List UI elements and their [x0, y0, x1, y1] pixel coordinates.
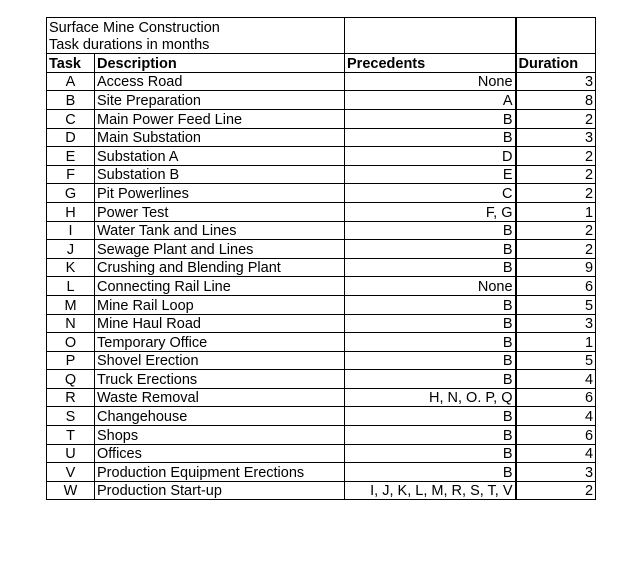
- duration-cell: 1: [516, 202, 596, 221]
- duration-cell: 2: [516, 184, 596, 203]
- description-cell: Changehouse: [95, 407, 345, 426]
- table-row: [47, 184, 596, 203]
- precedents-cell: E: [345, 165, 516, 184]
- description-cell: Production Start-up: [95, 481, 345, 500]
- task-id-cell: I: [47, 221, 95, 240]
- task-id-cell: V: [47, 463, 95, 482]
- description-cell: Main Substation: [95, 128, 345, 147]
- subtitle-row: [47, 36, 596, 54]
- task-id-cell: M: [47, 295, 95, 314]
- precedents-cell: F, G: [345, 202, 516, 221]
- task-id-cell: U: [47, 444, 95, 463]
- precedents-cell: B: [345, 240, 516, 259]
- description-cell: Connecting Rail Line: [95, 277, 345, 296]
- table-row: [47, 91, 596, 110]
- precedents-cell: B: [345, 221, 516, 240]
- task-id-cell: L: [47, 277, 95, 296]
- description-cell: Water Tank and Lines: [95, 221, 345, 240]
- description-cell: Mine Haul Road: [95, 314, 345, 333]
- task-id-cell: Q: [47, 370, 95, 389]
- description-cell: Access Road: [95, 72, 345, 91]
- empty-cell: [516, 36, 596, 54]
- description-cell: Waste Removal: [95, 388, 345, 407]
- duration-cell: 2: [516, 221, 596, 240]
- duration-cell: 6: [516, 426, 596, 445]
- description-cell: Pit Powerlines: [95, 184, 345, 203]
- description-cell: Shops: [95, 426, 345, 445]
- precedents-cell: B: [345, 314, 516, 333]
- table-row: [47, 295, 596, 314]
- description-cell: Shovel Erection: [95, 351, 345, 370]
- precedents-cell: None: [345, 72, 516, 91]
- task-id-cell: K: [47, 258, 95, 277]
- table-row: [47, 109, 596, 128]
- duration-cell: 8: [516, 91, 596, 110]
- empty-cell: [345, 18, 516, 36]
- precedents-cell: D: [345, 147, 516, 166]
- precedents-cell: B: [345, 351, 516, 370]
- duration-cell: 2: [516, 481, 596, 500]
- header-task: Task: [47, 54, 95, 73]
- task-id-cell: P: [47, 351, 95, 370]
- duration-cell: 4: [516, 407, 596, 426]
- duration-cell: 2: [516, 147, 596, 166]
- task-id-cell: H: [47, 202, 95, 221]
- duration-cell: 2: [516, 240, 596, 259]
- table-row: [47, 277, 596, 296]
- sheet-title: Surface Mine Construction: [47, 18, 345, 36]
- duration-cell: 3: [516, 314, 596, 333]
- table-row: [47, 147, 596, 166]
- description-cell: Power Test: [95, 202, 345, 221]
- precedents-cell: B: [345, 258, 516, 277]
- table-row: [47, 370, 596, 389]
- duration-cell: 9: [516, 258, 596, 277]
- description-cell: Temporary Office: [95, 333, 345, 352]
- precedents-cell: B: [345, 444, 516, 463]
- description-cell: Mine Rail Loop: [95, 295, 345, 314]
- table-row: [47, 351, 596, 370]
- table-row: [47, 444, 596, 463]
- sheet-subtitle: Task durations in months: [47, 36, 345, 54]
- precedents-cell: A: [345, 91, 516, 110]
- precedents-cell: B: [345, 128, 516, 147]
- precedents-cell: B: [345, 370, 516, 389]
- duration-cell: 5: [516, 351, 596, 370]
- duration-cell: 6: [516, 277, 596, 296]
- task-id-cell: C: [47, 109, 95, 128]
- task-id-cell: W: [47, 481, 95, 500]
- description-cell: Site Preparation: [95, 91, 345, 110]
- description-cell: Crushing and Blending Plant: [95, 258, 345, 277]
- task-id-cell: F: [47, 165, 95, 184]
- description-cell: Truck Erections: [95, 370, 345, 389]
- table-row: [47, 221, 596, 240]
- table-row: [47, 240, 596, 259]
- precedents-cell: B: [345, 333, 516, 352]
- table-row: [47, 202, 596, 221]
- task-id-cell: S: [47, 407, 95, 426]
- description-cell: Sewage Plant and Lines: [95, 240, 345, 259]
- task-id-cell: A: [47, 72, 95, 91]
- precedents-cell: B: [345, 109, 516, 128]
- header-row: [47, 54, 596, 73]
- duration-cell: 4: [516, 444, 596, 463]
- table-row: [47, 258, 596, 277]
- task-id-cell: T: [47, 426, 95, 445]
- table-row: [47, 72, 596, 91]
- precedents-cell: I, J, K, L, M, R, S, T, V: [345, 481, 516, 500]
- header-description: Description: [95, 54, 345, 73]
- precedents-cell: B: [345, 426, 516, 445]
- table-row: [47, 333, 596, 352]
- table-row: [47, 165, 596, 184]
- table-row: [47, 463, 596, 482]
- empty-cell: [516, 18, 596, 36]
- precedents-cell: C: [345, 184, 516, 203]
- task-id-cell: J: [47, 240, 95, 259]
- duration-cell: 3: [516, 128, 596, 147]
- task-id-cell: E: [47, 147, 95, 166]
- precedents-cell: None: [345, 277, 516, 296]
- task-table: [46, 17, 596, 500]
- duration-cell: 3: [516, 72, 596, 91]
- duration-cell: 2: [516, 109, 596, 128]
- empty-cell: [345, 36, 516, 54]
- title-row: [47, 18, 596, 36]
- description-cell: Offices: [95, 444, 345, 463]
- table-row: [47, 388, 596, 407]
- header-duration: Duration: [516, 54, 596, 73]
- table-row: [47, 314, 596, 333]
- table-row: [47, 128, 596, 147]
- duration-cell: 3: [516, 463, 596, 482]
- description-cell: Substation B: [95, 165, 345, 184]
- description-cell: Production Equipment Erections: [95, 463, 345, 482]
- task-id-cell: R: [47, 388, 95, 407]
- task-id-cell: G: [47, 184, 95, 203]
- description-cell: Main Power Feed Line: [95, 109, 345, 128]
- table-row: [47, 407, 596, 426]
- task-id-cell: D: [47, 128, 95, 147]
- header-precedents: Precedents: [345, 54, 516, 73]
- task-id-cell: N: [47, 314, 95, 333]
- description-cell: Substation A: [95, 147, 345, 166]
- duration-cell: 6: [516, 388, 596, 407]
- precedents-cell: B: [345, 407, 516, 426]
- duration-cell: 5: [516, 295, 596, 314]
- task-id-cell: O: [47, 333, 95, 352]
- precedents-cell: H, N, O. P, Q: [345, 388, 516, 407]
- table-row: [47, 481, 596, 500]
- duration-cell: 1: [516, 333, 596, 352]
- duration-cell: 4: [516, 370, 596, 389]
- precedents-cell: B: [345, 295, 516, 314]
- table-row: [47, 426, 596, 445]
- task-id-cell: B: [47, 91, 95, 110]
- precedents-cell: B: [345, 463, 516, 482]
- duration-cell: 2: [516, 165, 596, 184]
